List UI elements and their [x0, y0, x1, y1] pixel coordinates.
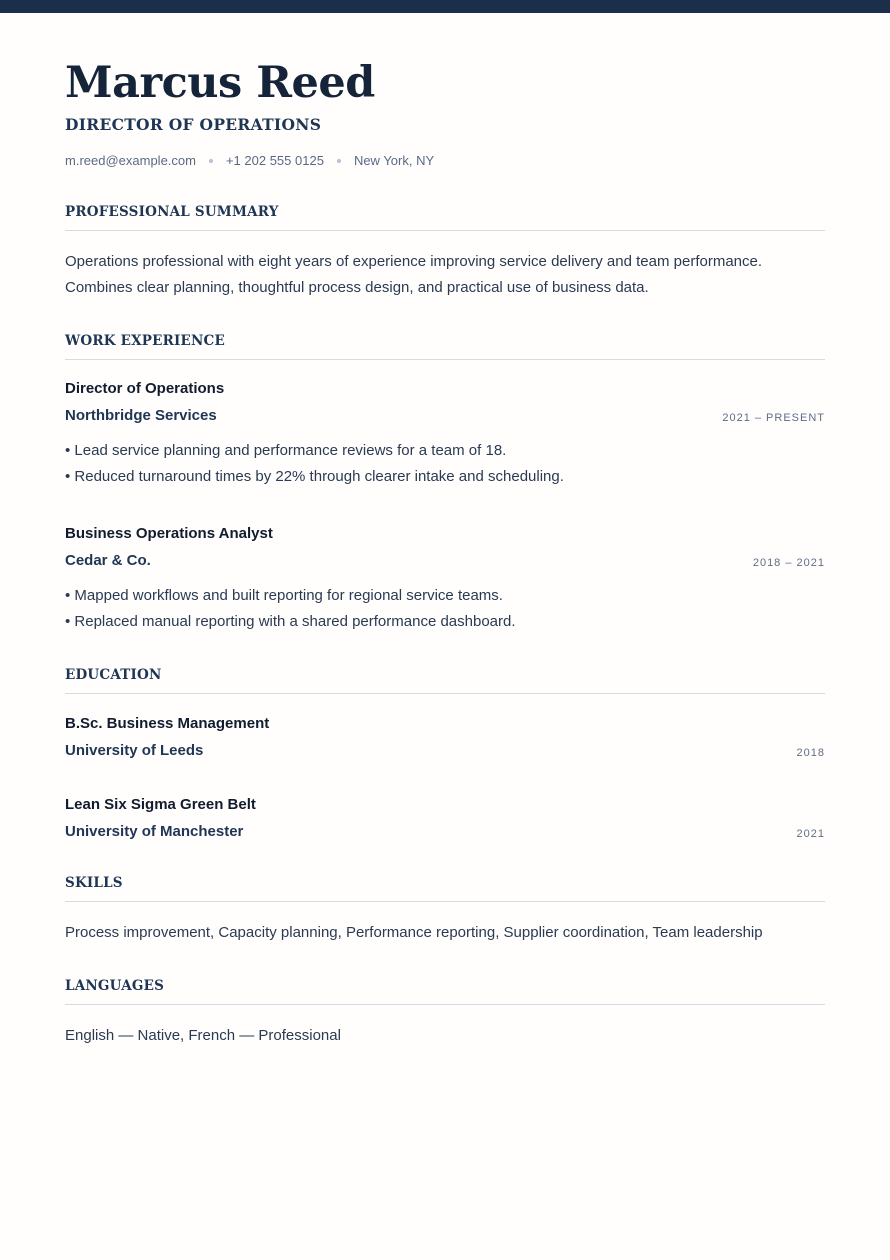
- contact-location: New York, NY: [353, 153, 435, 168]
- job-dates: 2021 – PRESENT: [722, 412, 825, 424]
- section-title-education: EDUCATION: [65, 667, 162, 683]
- education-degree: Lean Six Sigma Green Belt: [65, 796, 256, 813]
- skills-text: Process improvement, Capacity planning, Performance reporting, Supplier coordination, Team leadership: [65, 924, 763, 941]
- top-accent-bar: [0, 0, 890, 13]
- languages-text: English — Native, French — Professional: [65, 1027, 341, 1044]
- job-bullet: • Replaced manual reporting with a shared performance dashboard.: [65, 613, 516, 630]
- section-title-experience: WORK EXPERIENCE: [65, 333, 225, 349]
- education-school: University of Leeds: [65, 742, 204, 759]
- job-bullet: • Lead service planning and performance reviews for a team of 18.: [65, 442, 507, 459]
- job-company: Cedar & Co.: [65, 552, 151, 569]
- section-title-summary: PROFESSIONAL SUMMARY: [65, 204, 279, 220]
- candidate-name: Marcus Reed: [65, 58, 375, 108]
- job-bullet: • Mapped workflows and built reporting for regional service teams.: [65, 587, 503, 604]
- section-divider: [65, 1004, 825, 1005]
- contact-email[interactable]: m.reed@example.com: [65, 153, 196, 168]
- contact-phone[interactable]: +1 202 555 0125: [225, 153, 324, 168]
- education-year: 2021: [796, 828, 825, 840]
- job-title: Director of Operations: [65, 380, 225, 397]
- section-title-skills: SKILLS: [65, 875, 123, 891]
- job-bullet: • Reduced turnaround times by 22% through clearer intake and scheduling.: [65, 468, 564, 485]
- education-year: 2018: [796, 747, 825, 759]
- summary-text: Operations professional with eight years of experience improving service delivery and team performance. Combines clear planning, thoughtful process design, and practical use of business data.: [65, 253, 763, 296]
- section-title-languages: LANGUAGES: [65, 978, 165, 994]
- section-divider: [65, 693, 825, 694]
- section-divider: [65, 359, 825, 360]
- job-title: Business Operations Analyst: [65, 525, 273, 542]
- job-company: Northbridge Services: [65, 407, 217, 424]
- section-divider: [65, 901, 825, 902]
- contact-line: [65, 152, 434, 170]
- separator-dot: [337, 159, 341, 163]
- section-divider: [65, 230, 825, 231]
- education-school: University of Manchester: [65, 823, 244, 840]
- separator-dot: [209, 159, 213, 163]
- candidate-role: DIRECTOR OF OPERATIONS: [65, 115, 322, 134]
- education-degree: B.Sc. Business Management: [65, 715, 270, 732]
- job-dates: 2018 – 2021: [752, 557, 825, 569]
